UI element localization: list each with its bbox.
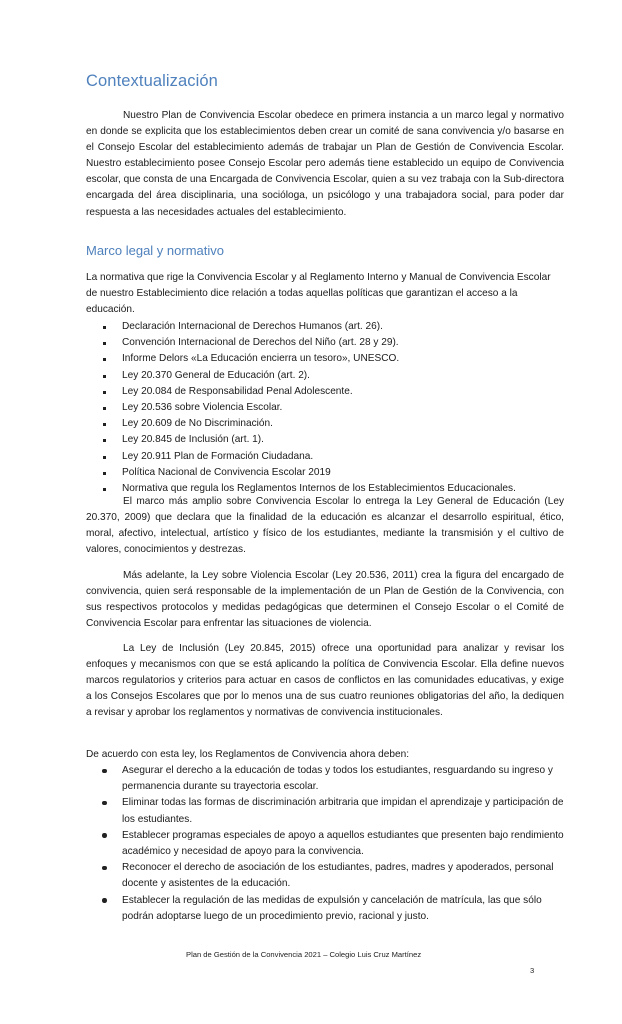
paragraph-ley-inclusion: La Ley de Inclusión (Ley 20.845, 2015) ofrece una oportunidad para analizar y revisar los enfoques y mecanismos con que se está aplicando la política de Convivencia Escolar. Ella define nuevos marcos regulatorios y criterios para actuar en casos de conflictos en las comunidades educativas, y exige a los Consejos Escolares que por lo menos una de sus cuatro reuniones obligatorias del año, la dediquen a revisar y aprobar los reglamentos y normativas de convivencia institucionales. [86, 643, 564, 719]
page-number: 3 [530, 966, 535, 975]
list-item: Establecer programas especiales de apoyo a aquellos estudiantes que presenten bajo rendimiento académico y necesidad de apoyo para la convivencia. [86, 828, 564, 860]
list-item: Ley 20.084 de Responsabilidad Penal Adolescente. [86, 384, 564, 400]
list-item: Ley 20.911 Plan de Formación Ciudadana. [86, 449, 564, 465]
list-item: Política Nacional de Convivencia Escolar 2019 [86, 465, 564, 481]
list-item: Ley 20.609 de No Discriminación. [86, 416, 564, 432]
heading-marco-legal: Marco legal y normativo [86, 243, 224, 258]
heading-contextualizacion: Contextualización [86, 72, 218, 90]
paragraph-marco-intro: La normativa que rige la Convivencia Escolar y al Reglamento Interno y Manual de Convivencia Escolar de nuestro Establecimiento dice relación a todas aquellas políticas que garantizan el acceso a la educación. [86, 272, 551, 316]
paragraph-contextualizacion: Nuestro Plan de Convivencia Escolar obedece en primera instancia a un marco legal y normativo en donde se explicita que los establecimientos deben crear un comité de sana convivencia y/o basarse en el Consejo Escolar del establecimiento además de trabajar un Plan de Gestión de Convivencia Escolar. Nuestro establecimiento posee Consejo Escolar pero además tiene establecido un equipo de Convivencia escolar, que consta de una Encargada de Convivencia Escolar, quien a su vez trabaja con la Sub-directora encargada del área disciplinaria, una socióloga, un psicólogo y una trabajadora social, para poder dar respuesta a las necesidades actuales del establecimiento. [86, 110, 564, 218]
list-item: Ley 20.370 General de Educación (art. 2). [86, 368, 564, 384]
laws-list [86, 319, 564, 497]
list-item: Reconocer el derecho de asociación de los estudiantes, padres, madres y apoderados, personal docente y asistentes de la educación. [86, 860, 564, 892]
list-item: Convención Internacional de Derechos del Niño (art. 28 y 29). [86, 335, 564, 351]
paragraph-ley-violencia-escolar: Más adelante, la Ley sobre Violencia Escolar (Ley 20.536, 2011) crea la figura del encargado de convivencia, quien será responsable de la implementación de un Plan de Gestión de la Convivencia, con sus respectivos protocolos y medidas pedagógicas que determinen el Consejo Escolar o el Comité de Convivencia Escolar para enfrentar las situaciones de violencia. [86, 570, 564, 630]
list-item: Eliminar todas las formas de discriminación arbitraria que impidan el aprendizaje y participación de los estudiantes. [86, 795, 564, 827]
requirements-list [86, 763, 564, 925]
list-item: Establecer la regulación de las medidas de expulsión y cancelación de matrícula, las que sólo podrán adoptarse luego de un procedimiento previo, racional y justo. [86, 893, 564, 925]
list-item: Normativa que regula los Reglamentos Internos de los Establecimientos Educacionales. [86, 481, 564, 497]
list-item: Informe Delors «La Educación encierra un tesoro», UNESCO. [86, 351, 564, 367]
list-item: Asegurar el derecho a la educación de todas y todos los estudiantes, resguardando su ingreso y permanencia durante su trayectoria escolar. [86, 763, 564, 795]
list-item: Declaración Internacional de Derechos Humanos (art. 26). [86, 319, 564, 335]
list-item: Ley 20.845 de Inclusión (art. 1). [86, 432, 564, 448]
page-footer: Plan de Gestión de la Convivencia 2021 – Colegio Luis Cruz Martínez [186, 950, 422, 959]
list-item: Ley 20.536 sobre Violencia Escolar. [86, 400, 564, 416]
paragraph-ley-general-educacion: El marco más amplio sobre Convivencia Escolar lo entrega la Ley General de Educación (Ley 20.370, 2009) que declara que la finalidad de la educación es alcanzar el desarrollo espiritual, ético, moral, afectivo, intelectual, artístico y físico de los estudiantes, mediante la transmisión y el cultivo de valores, conocimientos y destrezas. [86, 496, 564, 556]
paragraph-requirements-intro: De acuerdo con esta ley, los Reglamentos de Convivencia ahora deben: [86, 749, 410, 760]
